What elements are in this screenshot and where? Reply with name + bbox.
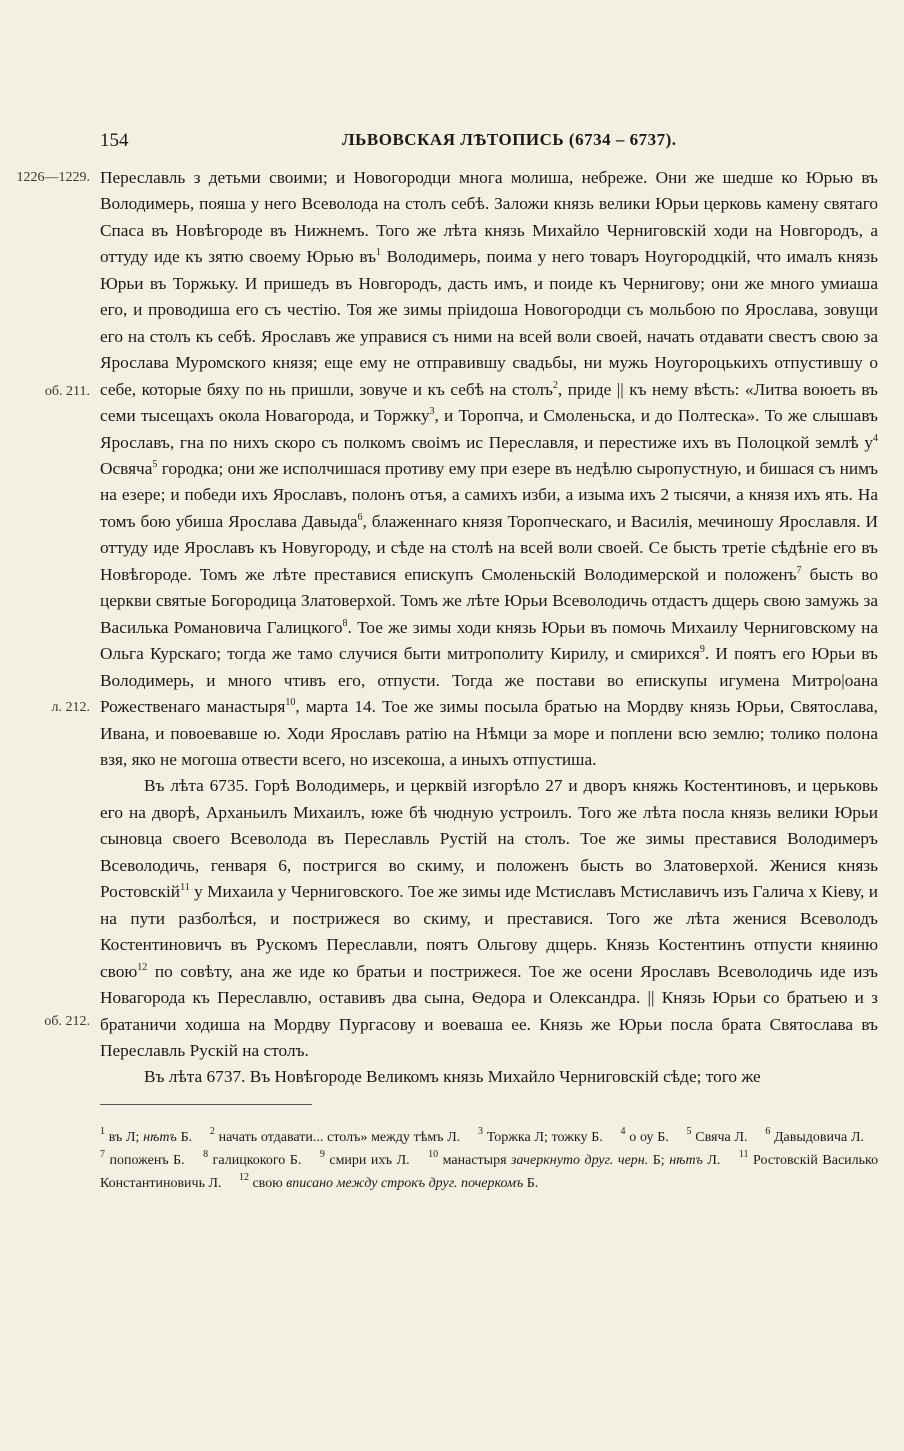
footnote-number: 7: [100, 1149, 105, 1160]
footnote-mark: 1: [376, 247, 382, 259]
footnote-mark: 12: [137, 961, 148, 973]
footnote-number: 8: [203, 1149, 209, 1160]
footnote-mark: 8: [342, 617, 348, 629]
footnote-mark: 11: [180, 882, 190, 894]
footnote-text: Б.: [523, 1176, 539, 1191]
footnote-text: начать отдавати... столъ» между тѣмъ Л.: [218, 1130, 461, 1145]
footnote-text: манастыря: [442, 1153, 512, 1168]
paragraph: Въ лѣта 6735. Горѣ Володимерь, и церквій изгорѣло 27 и дворъ княжь Костентиновъ, и церьковь его на дворѣ, Арханьилъ Михаилъ, юже бѣ чюдную устроилъ. Того же лѣта посла князь велики Юрьи сыновца своего Всеволода въ Переславль Рустій на столъ. Тое же зимы преставися Володимеръ Всеволодичь, генваря 6, постригся во скиму, и положенъ бысть во Златоверхой. Женися князь Ростовскій$^{11}$ у Михаила у Черниговского. Тое же зимы иде Мстиславъ Мстиславичъ изъ Галича х Кіеву, и на пути разболѣся, и пострижеся во скиму, и преставися. Того же лѣта женися Всеволодъ Костентиновичъ въ Рускомъ Переславли, поятъ Ольгову дщерь. Князь Костентинъ отпусти княиню свою$^{12}$ по совѣту, ана же иде ко братьи и пострижеся. Тое же осени Ярославъ Всеволодичь иде изъ Новагорода къ Переславлю, оставивъ два сына, Ѳедора и Олександра. || Князь Юрьи со братьею и з братаничи ходиша на Мордву Пургасову и воеваша ее. Князь же Юрьи посла брата Святослава въ Переславль Рускій на столъ.: [100, 776, 878, 1060]
footnote-text: свою: [252, 1176, 287, 1191]
footnote-number: 12: [238, 1172, 249, 1183]
footnote-text: смири ихъ Л.: [329, 1153, 410, 1168]
footnote-number: 11: [738, 1149, 749, 1160]
footnote: [319, 1149, 410, 1168]
footnote-number: 6: [765, 1126, 771, 1137]
footnote-number: 1: [100, 1126, 105, 1137]
footnote-number: 4: [620, 1126, 626, 1137]
margin-note-folio: об. 211.: [44, 384, 90, 399]
footnote-mark: 10: [285, 697, 296, 709]
footnote-text: о оу Б.: [629, 1130, 669, 1145]
footnote-mark: 3: [429, 406, 435, 418]
footnote-number: 2: [209, 1126, 215, 1137]
margin-notes: [0, 0, 96, 1451]
page-header: [100, 128, 880, 156]
footnote: [686, 1126, 748, 1145]
footnote-editorial-note: нѣтъ: [669, 1153, 703, 1168]
footnotes: [100, 1126, 878, 1195]
paragraph: Переславль з детьми своими; и Новогородци многа молиша, небреже. Они же шедше ко Юрью въ Володимерь, пояша у него Всеволода на столъ себѣ. Заложи князь велики Юрьи церковь камену святаго Спаса въ Новѣгороде въ Нижнемъ. Того же лѣта князь Михайло Черниговскій ходи на Новгородъ, а оттуду иде къ зятю своему Юрью $въ^1$ Володимерь, поима у него товаръ Ноугородцкій, что ималъ князь Юрьи въ Торжьку. И пришедъ въ Новгородъ, дасть имъ, и поиде къ Чернигову; они же много умиаша его, и проводиша его съ честію. Тоя же зимы пріидоша Новогородци съ мольбою по Ярослава, зовущи его на столъ къ себѣ. Ярославъ же управися съ ними на всей воли своей, начать отдавати свестъ свою за Ярослава Муромского князя; еще ему не отправившу свадьбы, ни мужь Ноугороцькихъ отпустившу о себе, которые бяху по нь пришли, зовуче и къ себѣ на столъ$^2$, приде || къ нему вѣсть: «Литва воюеть въ семи тысещахъ окола Новагорода, и Торжку$^3$, и Торопча, и Смоленьска, и до Полтеска». То же слышавъ Ярославъ, гна по нихъ скоро съ полкомъ своімъ ис Переславля, и перестиже ихъ въ Полоцкой землѣ $у^4$ Освяча$^5$ городка; они же исполчишася противу ему при езере въ недѣлю сыропустную, и бишася съ нимъ на езере; и победи ихъ Ярославъ, полонъ отъя, а самихъ изби, а изыма ихъ 2 тысячи, а князя ихъ ять. На томъ бою убиша Ярослава Давыда$^6$, блаженнаго князя Торопческаго, и Василія, мечиношу Ярославля. И оттуду иде Ярославъ къ Новугороду, и сѣде на столѣ на всей воли своей. Се бысть третіе сѣдѣніе его въ Новѣгороде. Томъ же лѣте преставися епискупъ Смоленьскій Володимерской и положенъ$^7$ бысть во церкви святые Богородица Златоверхой. Томъ же лѣте Юрьи Всеволодичь отдастъ дщерь свою замужь за Василька Романовича Галицкого$^8$. Тое же зимы ходи князь Юрьи въ помочь Михаилу Черниговскому на Ольга Курскаго; тогда же тамо случися быти митрополиту Кирилу, и смирихся$^9$. И поятъ его Юрьи въ Володимерь, и много чтивъ его, отпусти. Тогда же постави во епискупы игумена Митро|оана Рожественаго манастыря$^{10}$, марта 14. Тое же зимы посыла братью на Мордву князь Юрьи, Святослава, Ивана, и повоевавше ю. Ходи Ярославъ ратію на Нѣмци за море и поплени всю землю; толико полона взя, яко не могоша отвести всего, но изсекоша, а иныхъ отпустиша.: [100, 168, 878, 769]
margin-note-year-range: 1226—1229.: [16, 170, 90, 185]
footnote-editorial-note: нѣтъ: [143, 1130, 177, 1145]
paragraph: Въ лѣта 6737. Въ Новѣгороде Великомъ князь Михайло Черниговскій сѣде; того же: [144, 1067, 761, 1087]
footnote-text: Ростовскій Василько Константиновичь Л.: [100, 1153, 879, 1191]
footnote: [620, 1126, 669, 1145]
footnote: [238, 1172, 539, 1191]
footnote-text: Л.: [702, 1153, 721, 1168]
footnote-text: Б;: [648, 1153, 670, 1168]
margin-note-folio: л. 212.: [51, 700, 90, 715]
footnote: [478, 1126, 603, 1145]
footnote-number: 10: [428, 1149, 439, 1160]
footnote-mark: 4: [873, 432, 878, 444]
footnote-text: Б.: [176, 1130, 193, 1145]
footnote-divider: [100, 1104, 312, 1105]
footnote: [100, 1149, 185, 1168]
footnote-number: 9: [319, 1149, 325, 1160]
footnote-text: попоженъ Б.: [109, 1153, 185, 1168]
footnote-mark: 5: [152, 458, 158, 470]
footnote-mark: 2: [552, 379, 558, 391]
footnote-text: въ Л;: [108, 1130, 144, 1145]
footnote-text: Свяча Л.: [695, 1130, 748, 1145]
footnote: [209, 1126, 461, 1145]
footnote-editorial-note: зачеркнуто друг. черн.: [511, 1153, 649, 1168]
footnote: [765, 1126, 864, 1145]
footnote-text: галицкокого Б.: [212, 1153, 302, 1168]
margin-note-folio: об. 212.: [44, 1014, 90, 1029]
running-title: ЛЬВОВСКАЯ ЛѢТОПИСЬ (6734 – 6737).: [342, 130, 677, 149]
footnote-text: Давыдовича Л.: [773, 1130, 864, 1145]
footnote-number: 5: [686, 1126, 692, 1137]
footnote-text: Торжка Л; тожку Б.: [486, 1130, 603, 1145]
footnote-mark: 9: [699, 644, 705, 656]
footnote-editorial-note: вписано между строкъ друг. почеркомъ: [286, 1176, 524, 1191]
page-number: 154: [100, 130, 129, 151]
footnote-mark: 7: [796, 564, 802, 576]
footnote: [428, 1149, 721, 1168]
footnote: [100, 1126, 193, 1145]
chronicle-text: [100, 165, 878, 1091]
footnote-mark: 6: [357, 511, 363, 523]
footnote: [203, 1149, 302, 1168]
footnote-number: 3: [478, 1126, 483, 1137]
